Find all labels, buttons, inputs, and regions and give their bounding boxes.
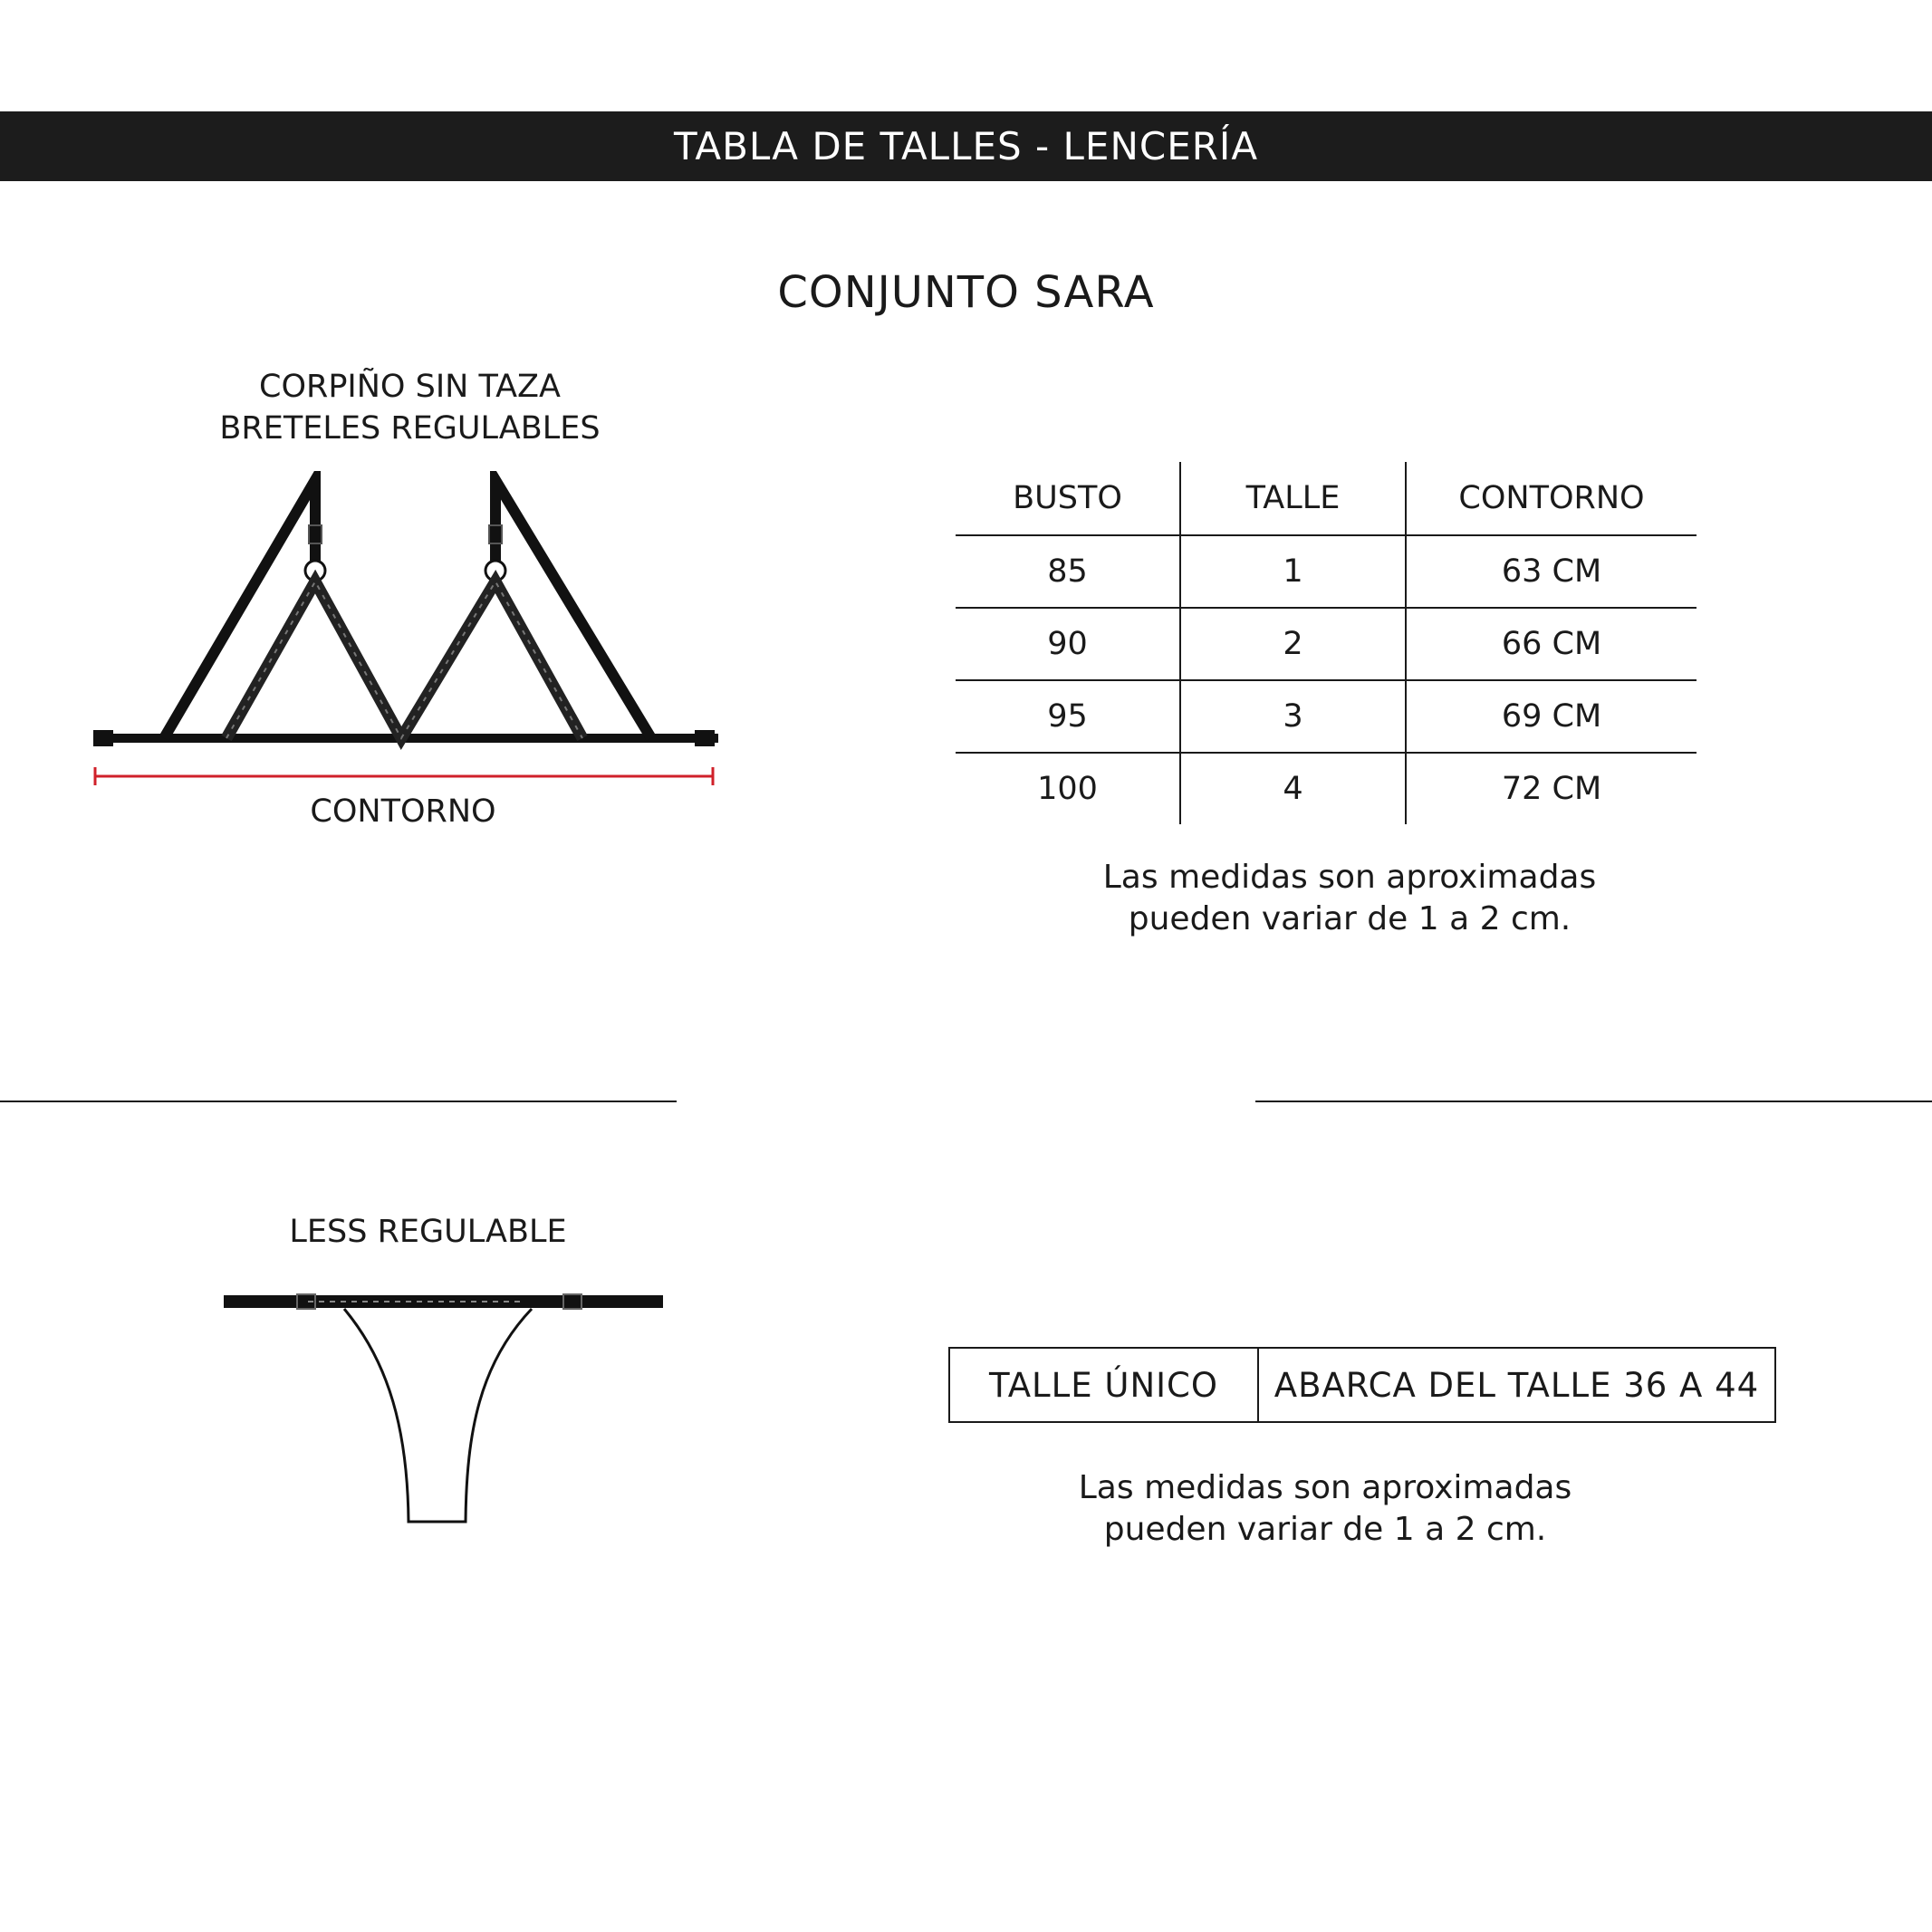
unique-size-note-line1: Las medidas son aproximadas: [1078, 1469, 1572, 1506]
bra-label-line2: BRETELES REGULABLES: [219, 410, 601, 447]
header-banner: [0, 111, 1932, 181]
panty-body: [344, 1309, 532, 1522]
size-table-note-line1: Las medidas son aproximadas: [1102, 859, 1597, 896]
bra-label: [181, 366, 639, 449]
product-title: CONJUNTO SARA: [777, 267, 1155, 318]
contorno-label: CONTORNO: [310, 793, 496, 830]
table-row: [956, 680, 1697, 753]
table-row: [956, 535, 1697, 608]
bra-lace-texture: [226, 582, 582, 738]
unique-size-value: ABARCA DEL TALLE 36 A 44: [1274, 1365, 1760, 1405]
cell-talle: 4: [1180, 753, 1406, 824]
bra-strap-left: [164, 480, 315, 738]
cell-busto: 100: [956, 753, 1180, 824]
size-table-header-row: [956, 462, 1697, 535]
bra-label-line1: CORPIÑO SIN TAZA: [259, 369, 561, 405]
bra-band-end-left: [93, 730, 113, 746]
cell-busto: 85: [956, 535, 1180, 608]
cell-talle: 3: [1180, 680, 1406, 753]
header-title: TABLA DE TALLES - LENCERÍA: [673, 124, 1259, 168]
size-table: [956, 462, 1697, 824]
bra-band-end-right: [695, 730, 715, 746]
bra-strap-right: [495, 480, 651, 738]
divider-right: [1255, 1101, 1932, 1102]
bra-lace-triangles: [226, 582, 582, 738]
unique-size-note-line2: pueden variar de 1 a 2 cm.: [1103, 1511, 1547, 1548]
size-table-note: [1024, 857, 1676, 940]
cell-contorno: 69 CM: [1406, 680, 1697, 753]
bra-illustration: [86, 471, 729, 797]
header-talle: TALLE: [1180, 462, 1406, 535]
cell-busto: 90: [956, 608, 1180, 680]
cell-contorno: 72 CM: [1406, 753, 1697, 824]
unique-size-label: TALLE ÚNICO: [950, 1349, 1259, 1421]
panty-label: LESS REGULABLE: [289, 1214, 567, 1250]
unique-size-box: [948, 1347, 1776, 1423]
size-table-note-line2: pueden variar de 1 a 2 cm.: [1128, 900, 1572, 937]
cell-contorno: 66 CM: [1406, 608, 1697, 680]
cell-contorno: 63 CM: [1406, 535, 1697, 608]
cell-busto: 95: [956, 680, 1180, 753]
panty-illustration: [217, 1286, 670, 1531]
header-contorno: CONTORNO: [1458, 480, 1645, 516]
divider-left: [0, 1101, 677, 1102]
unique-size-note: [999, 1467, 1651, 1551]
table-row: [956, 608, 1697, 680]
cell-talle: 2: [1180, 608, 1406, 680]
cell-talle: 1: [1180, 535, 1406, 608]
table-row: [956, 753, 1697, 824]
header-busto: BUSTO: [956, 462, 1180, 535]
